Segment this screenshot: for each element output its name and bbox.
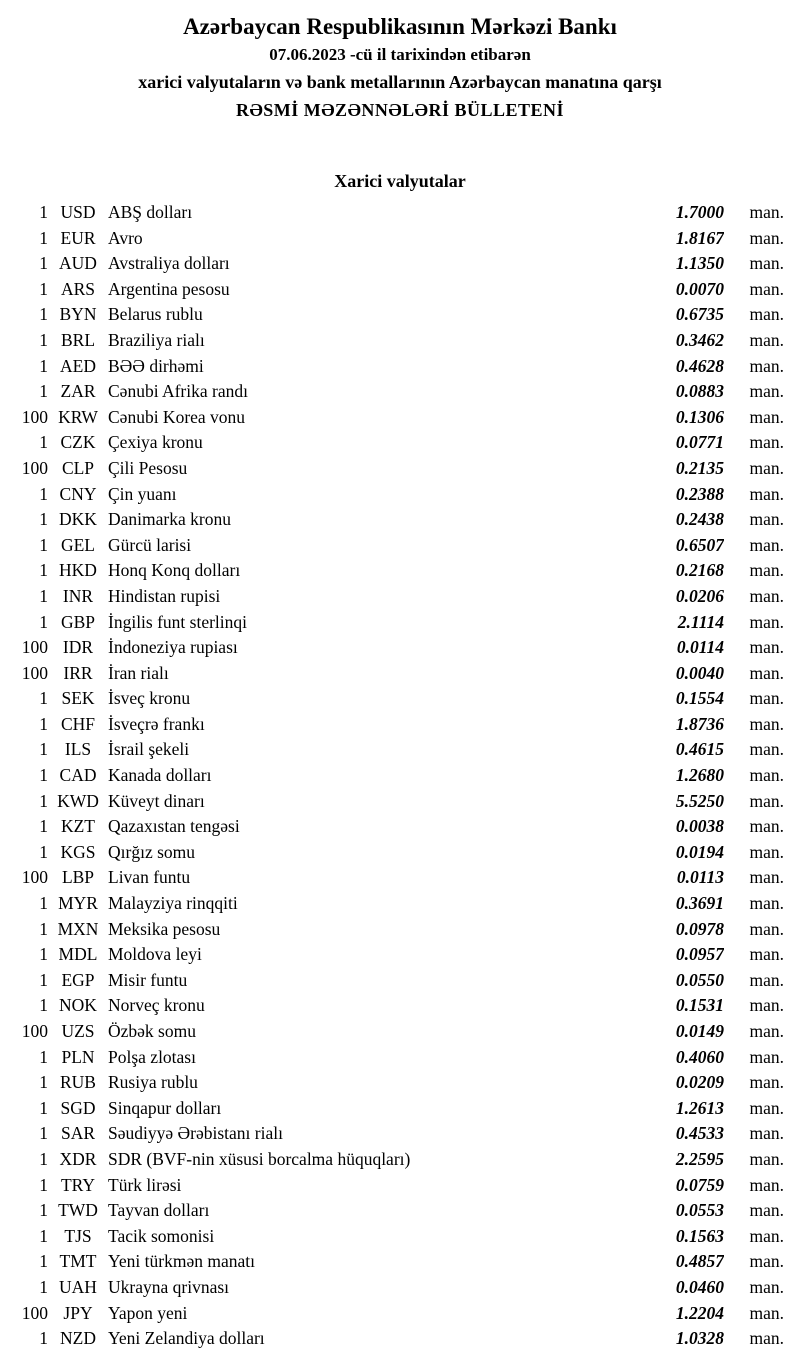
exchange-rate: 2.1114 — [677, 611, 724, 632]
unit-label: man. — [749, 816, 784, 837]
currency-code: TWD — [58, 1200, 98, 1221]
currency-code: ILS — [64, 739, 92, 760]
unit-label: man. — [749, 432, 784, 453]
exchange-rate: 0.0114 — [676, 637, 724, 658]
currency-code: NZD — [60, 1328, 96, 1349]
table-row — [8, 814, 784, 840]
table-row — [8, 1275, 784, 1301]
currency-code: TRY — [60, 1174, 96, 1195]
table-row — [8, 405, 784, 431]
section-title-foreign-currencies: Xarici valyutalar — [334, 171, 466, 191]
row-quantity: 1 — [39, 765, 48, 786]
currency-code: EUR — [60, 227, 96, 248]
row-quantity: 1 — [39, 253, 48, 274]
row-quantity: 1 — [39, 1148, 48, 1169]
table-row — [8, 558, 784, 584]
effective-date-line: 07.06.2023 -cü il tarixindən etibarən — [269, 45, 531, 64]
unit-label: man. — [749, 662, 784, 683]
currency-code: BYN — [59, 304, 97, 325]
row-quantity: 1 — [39, 1276, 48, 1297]
unit-label: man. — [749, 1046, 784, 1067]
currency-name: Türk lirəsi — [108, 1174, 182, 1195]
table-row — [8, 917, 784, 943]
exchange-rate: 1.0328 — [675, 1328, 724, 1349]
exchange-rate: 0.2388 — [675, 483, 724, 504]
row-quantity: 1 — [39, 1046, 48, 1067]
currency-code: ARS — [60, 278, 96, 299]
exchange-rate: 0.2168 — [675, 560, 724, 581]
exchange-rate: 1.2680 — [675, 765, 724, 786]
currency-code: TJS — [64, 1225, 92, 1246]
exchange-rate: 0.3462 — [675, 329, 724, 350]
currency-name: Çili Pesosu — [108, 457, 188, 478]
currency-code: KZT — [60, 816, 96, 837]
exchange-rate: 0.0040 — [675, 662, 724, 683]
exchange-rate: 0.4060 — [675, 1046, 724, 1067]
currency-code: LBP — [61, 867, 95, 888]
exchange-rate: 0.0070 — [675, 278, 724, 299]
currency-name: İsrail şekeli — [108, 739, 190, 760]
unit-label: man. — [749, 483, 784, 504]
unit-label: man. — [749, 227, 784, 248]
row-quantity: 1 — [39, 713, 48, 734]
currency-name: SDR (BVF-nin xüsusi borcalma hüquqları) — [108, 1148, 411, 1169]
currency-code: IRR — [63, 662, 93, 683]
currency-name: Malayziya rinqqiti — [108, 893, 238, 914]
exchange-rate: 0.0550 — [675, 969, 724, 990]
currency-name: İsveç kronu — [108, 688, 191, 709]
currency-name: BƏƏ dirhəmi — [108, 355, 204, 376]
unit-label: man. — [749, 253, 784, 274]
currency-name: ABŞ dolları — [108, 202, 193, 222]
unit-label: man. — [749, 969, 784, 990]
table-row — [8, 200, 784, 226]
row-quantity: 1 — [39, 227, 48, 248]
table-row — [8, 993, 784, 1019]
currency-name: İran rialı — [108, 662, 169, 683]
table-row — [8, 1121, 784, 1147]
exchange-rate: 0.0209 — [675, 1072, 724, 1093]
unit-label: man. — [749, 560, 784, 581]
currency-name: Küveyt dinarı — [108, 790, 205, 811]
exchange-rate: 0.0113 — [676, 867, 724, 888]
row-quantity: 1 — [39, 841, 48, 862]
row-quantity: 1 — [39, 1251, 48, 1272]
exchange-rate: 0.3691 — [675, 893, 724, 914]
table-row — [8, 482, 784, 508]
table-row — [8, 1249, 784, 1275]
exchange-rate: 0.0978 — [675, 918, 724, 939]
row-quantity: 1 — [39, 944, 48, 965]
currency-code: CLP — [61, 457, 95, 478]
exchange-rate: 0.2135 — [675, 457, 724, 478]
row-quantity: 1 — [39, 790, 48, 811]
currency-name: Çexiya kronu — [108, 432, 203, 453]
unit-label: man. — [749, 841, 784, 862]
exchange-rate: 1.2613 — [675, 1097, 724, 1118]
exchange-rate: 0.0957 — [675, 944, 724, 965]
currency-code: ZAR — [60, 381, 96, 402]
currency-name: Belarus rublu — [108, 304, 203, 325]
table-row — [8, 1224, 784, 1250]
currency-code: USD — [60, 202, 96, 222]
unit-label: man. — [749, 1251, 784, 1272]
unit-label: man. — [749, 1276, 784, 1297]
unit-label: man. — [749, 457, 784, 478]
unit-label: man. — [749, 918, 784, 939]
row-quantity: 1 — [39, 1123, 48, 1144]
row-quantity: 100 — [21, 457, 48, 478]
currency-name: Kanada dolları — [108, 765, 212, 786]
table-row — [8, 430, 784, 456]
table-row — [8, 328, 784, 354]
unit-label: man. — [749, 534, 784, 555]
currency-name: Avro — [108, 227, 143, 248]
table-row — [8, 277, 784, 303]
currency-name: Hindistan rupisi — [108, 585, 221, 606]
unit-label: man. — [749, 1174, 784, 1195]
exchange-rate: 5.5250 — [675, 790, 724, 811]
unit-label: man. — [749, 329, 784, 350]
row-quantity: 1 — [39, 969, 48, 990]
currency-code: KRW — [58, 406, 98, 427]
row-quantity: 100 — [21, 662, 48, 683]
table-row — [8, 942, 784, 968]
row-quantity: 100 — [21, 1021, 48, 1041]
table-row — [8, 712, 784, 738]
exchange-rate: 1.7000 — [675, 202, 724, 222]
row-quantity: 1 — [39, 1097, 48, 1118]
row-quantity: 100 — [21, 406, 48, 427]
currency-name: Özbək somu — [108, 1021, 196, 1041]
row-quantity: 1 — [39, 509, 48, 530]
unit-label: man. — [749, 381, 784, 402]
currency-code: SEK — [61, 688, 95, 709]
exchange-rate: 0.1531 — [675, 995, 724, 1016]
row-quantity: 1 — [39, 1328, 48, 1349]
table-row — [8, 789, 784, 815]
exchange-rate: 0.0149 — [675, 1021, 724, 1041]
table-row — [8, 763, 784, 789]
currency-name: İndoneziya rupiası — [108, 637, 238, 658]
currency-name: Moldova leyi — [108, 944, 202, 965]
currency-code: RUB — [60, 1072, 96, 1093]
exchange-rate: 2.2595 — [675, 1148, 724, 1169]
row-quantity: 1 — [39, 688, 48, 709]
currency-name: Yeni Zelandiya dolları — [108, 1328, 265, 1349]
currency-name: Ukrayna qrivnası — [108, 1276, 230, 1297]
unit-label: man. — [749, 278, 784, 299]
currency-code: AUD — [59, 253, 97, 274]
exchange-rate: 0.4628 — [675, 355, 724, 376]
bulletin-name: RƏSMİ MƏZƏNNƏLƏRİ BÜLLETENİ — [235, 100, 565, 120]
currency-code: KWD — [57, 790, 99, 811]
table-row — [8, 737, 784, 763]
currency-code: PLN — [61, 1046, 95, 1067]
exchange-rate: 0.0883 — [675, 381, 724, 402]
unit-label: man. — [749, 1148, 784, 1169]
row-quantity: 1 — [39, 560, 48, 581]
unit-label: man. — [749, 867, 784, 888]
unit-label: man. — [749, 765, 784, 786]
exchange-rate: 0.0206 — [675, 585, 724, 606]
table-row — [8, 610, 784, 636]
table-row — [8, 891, 784, 917]
unit-label: man. — [749, 1225, 784, 1246]
row-quantity: 1 — [39, 1200, 48, 1221]
exchange-rate: 0.4615 — [675, 739, 724, 760]
row-quantity: 1 — [39, 534, 48, 555]
unit-label: man. — [749, 713, 784, 734]
table-row — [8, 661, 784, 687]
unit-label: man. — [749, 944, 784, 965]
subtitle-description: xarici valyutaların və bank metallarının Azərbaycan manatına qarşı — [138, 72, 662, 92]
currency-code: NOK — [59, 995, 97, 1016]
currency-code: SAR — [60, 1123, 96, 1144]
currency-name: İngilis funt sterlinqi — [108, 611, 248, 632]
currency-name: Polşa zlotası — [108, 1046, 196, 1067]
exchange-rate: 1.2204 — [675, 1302, 724, 1323]
exchange-rate: 0.0038 — [675, 816, 724, 837]
row-quantity: 1 — [39, 1174, 48, 1195]
currency-name: Braziliya rialı — [108, 329, 205, 350]
currency-code: INR — [62, 585, 94, 606]
unit-label: man. — [749, 790, 784, 811]
currency-code: MXN — [57, 918, 99, 939]
row-quantity: 1 — [39, 995, 48, 1016]
currency-code: HKD — [59, 560, 97, 581]
currency-name: Səudiyyə Ərəbistanı rialı — [108, 1123, 283, 1144]
row-quantity: 1 — [39, 278, 48, 299]
currency-name: Tacik somonisi — [108, 1225, 215, 1246]
row-quantity: 1 — [39, 918, 48, 939]
table-row — [8, 456, 784, 482]
unit-label: man. — [749, 1123, 784, 1144]
currency-name: Sinqapur dolları — [108, 1097, 222, 1118]
table-row — [8, 1147, 784, 1173]
table-row — [8, 686, 784, 712]
row-quantity: 100 — [21, 1302, 48, 1323]
exchange-rate: 1.8736 — [675, 713, 724, 734]
table-row — [8, 1173, 784, 1199]
currency-code: SGD — [60, 1097, 96, 1118]
exchange-rates-table — [8, 200, 784, 1352]
currency-code: XDR — [59, 1148, 97, 1169]
currency-code: BRL — [60, 329, 96, 350]
unit-label: man. — [749, 202, 784, 222]
currency-name: Avstraliya dolları — [108, 253, 230, 274]
exchange-rate: 0.4533 — [675, 1123, 724, 1144]
table-row — [8, 302, 784, 328]
currency-code: UZS — [61, 1021, 95, 1041]
unit-label: man. — [749, 688, 784, 709]
currency-code: KGS — [60, 841, 96, 862]
currency-name: Qırğız somu — [108, 841, 196, 862]
exchange-rate: 0.6735 — [675, 304, 724, 325]
exchange-rate: 0.0759 — [675, 1174, 724, 1195]
currency-name: Çin yuanı — [108, 483, 177, 504]
currency-name: Qazaxıstan tengəsi — [108, 816, 240, 837]
currency-name: Danimarka kronu — [108, 509, 231, 530]
exchange-rate: 0.0194 — [675, 841, 724, 862]
unit-label: man. — [749, 611, 784, 632]
row-quantity: 1 — [39, 585, 48, 606]
currency-code: AED — [60, 355, 96, 376]
unit-label: man. — [749, 355, 784, 376]
currency-code: GBP — [60, 611, 96, 632]
row-quantity: 1 — [39, 432, 48, 453]
currency-name: Misir funtu — [108, 969, 188, 990]
row-quantity: 100 — [21, 637, 48, 658]
row-quantity: 1 — [39, 893, 48, 914]
currency-code: MYR — [58, 893, 98, 914]
unit-label: man. — [749, 995, 784, 1016]
currency-name: Rusiya rublu — [108, 1072, 198, 1093]
exchange-rate: 0.0553 — [675, 1200, 724, 1221]
row-quantity: 1 — [39, 1225, 48, 1246]
unit-label: man. — [749, 304, 784, 325]
table-row — [8, 251, 784, 277]
table-row — [8, 1198, 784, 1224]
currency-code: EGP — [61, 969, 95, 990]
rates-table-body — [8, 200, 784, 1352]
currency-name: Yeni türkmən manatı — [108, 1251, 255, 1272]
currency-name: Cənubi Afrika randı — [108, 381, 248, 402]
table-row — [8, 840, 784, 866]
unit-label: man. — [749, 1302, 784, 1323]
table-row — [8, 1301, 784, 1327]
table-row — [8, 533, 784, 559]
table-row — [8, 865, 784, 891]
page-title: Azərbaycan Respublikasının Mərkəzi Bankı — [183, 14, 617, 39]
currency-name: Cənubi Korea vonu — [108, 406, 246, 427]
table-row — [8, 226, 784, 252]
unit-label: man. — [749, 1021, 784, 1041]
currency-name: Honq Konq dolları — [108, 560, 241, 581]
row-quantity: 1 — [39, 329, 48, 350]
currency-code: CNY — [59, 483, 97, 504]
unit-label: man. — [749, 406, 784, 427]
currency-name: Meksika pesosu — [108, 918, 221, 939]
currency-name: Tayvan dolları — [108, 1200, 210, 1221]
currency-code: GEL — [60, 534, 96, 555]
unit-label: man. — [749, 1072, 784, 1093]
currency-name: Livan funtu — [108, 867, 191, 888]
table-row — [8, 584, 784, 610]
table-row — [8, 354, 784, 380]
exchange-rate: 0.1306 — [675, 406, 724, 427]
currency-code: TMT — [59, 1251, 97, 1272]
exchange-rate: 0.0771 — [675, 432, 724, 453]
row-quantity: 1 — [39, 816, 48, 837]
currency-code: JPY — [63, 1302, 93, 1323]
table-row — [8, 968, 784, 994]
row-quantity: 1 — [39, 1072, 48, 1093]
row-quantity: 100 — [21, 867, 48, 888]
row-quantity: 1 — [39, 739, 48, 760]
unit-label: man. — [749, 739, 784, 760]
exchange-rate: 0.4857 — [675, 1251, 724, 1272]
unit-label: man. — [749, 637, 784, 658]
currency-name: İsveçrə frankı — [108, 713, 205, 734]
exchange-rate: 0.6507 — [675, 534, 724, 555]
currency-name: Yapon yeni — [108, 1302, 188, 1323]
exchange-rate: 1.1350 — [675, 253, 724, 274]
exchange-rate: 0.0460 — [675, 1276, 724, 1297]
table-row — [8, 1045, 784, 1071]
table-row — [8, 635, 784, 661]
row-quantity: 1 — [39, 202, 48, 222]
currency-name: Norveç kronu — [108, 995, 205, 1016]
exchange-rate: 0.1554 — [675, 688, 724, 709]
exchange-rate: 0.2438 — [675, 509, 724, 530]
row-quantity: 1 — [39, 381, 48, 402]
unit-label: man. — [749, 1200, 784, 1221]
table-row — [8, 379, 784, 405]
exchange-rate: 1.8167 — [675, 227, 724, 248]
currency-name: Gürcü larisi — [108, 534, 192, 555]
currency-code: CZK — [60, 432, 96, 453]
unit-label: man. — [749, 1097, 784, 1118]
exchange-rate: 0.1563 — [675, 1225, 724, 1246]
currency-code: CAD — [59, 765, 97, 786]
currency-code: CHF — [60, 713, 96, 734]
table-row — [8, 1070, 784, 1096]
currency-name: Argentina pesosu — [108, 278, 230, 299]
row-quantity: 1 — [39, 611, 48, 632]
unit-label: man. — [749, 509, 784, 530]
unit-label: man. — [749, 1328, 784, 1349]
table-row — [8, 507, 784, 533]
row-quantity: 1 — [39, 304, 48, 325]
table-row — [8, 1019, 784, 1045]
unit-label: man. — [749, 585, 784, 606]
currency-code: UAH — [59, 1276, 97, 1297]
row-quantity: 1 — [39, 483, 48, 504]
currency-code: MDL — [58, 944, 98, 965]
currency-code: IDR — [62, 637, 94, 658]
table-row — [8, 1326, 784, 1352]
unit-label: man. — [749, 893, 784, 914]
row-quantity: 1 — [39, 355, 48, 376]
table-row — [8, 1096, 784, 1122]
currency-code: DKK — [59, 509, 97, 530]
